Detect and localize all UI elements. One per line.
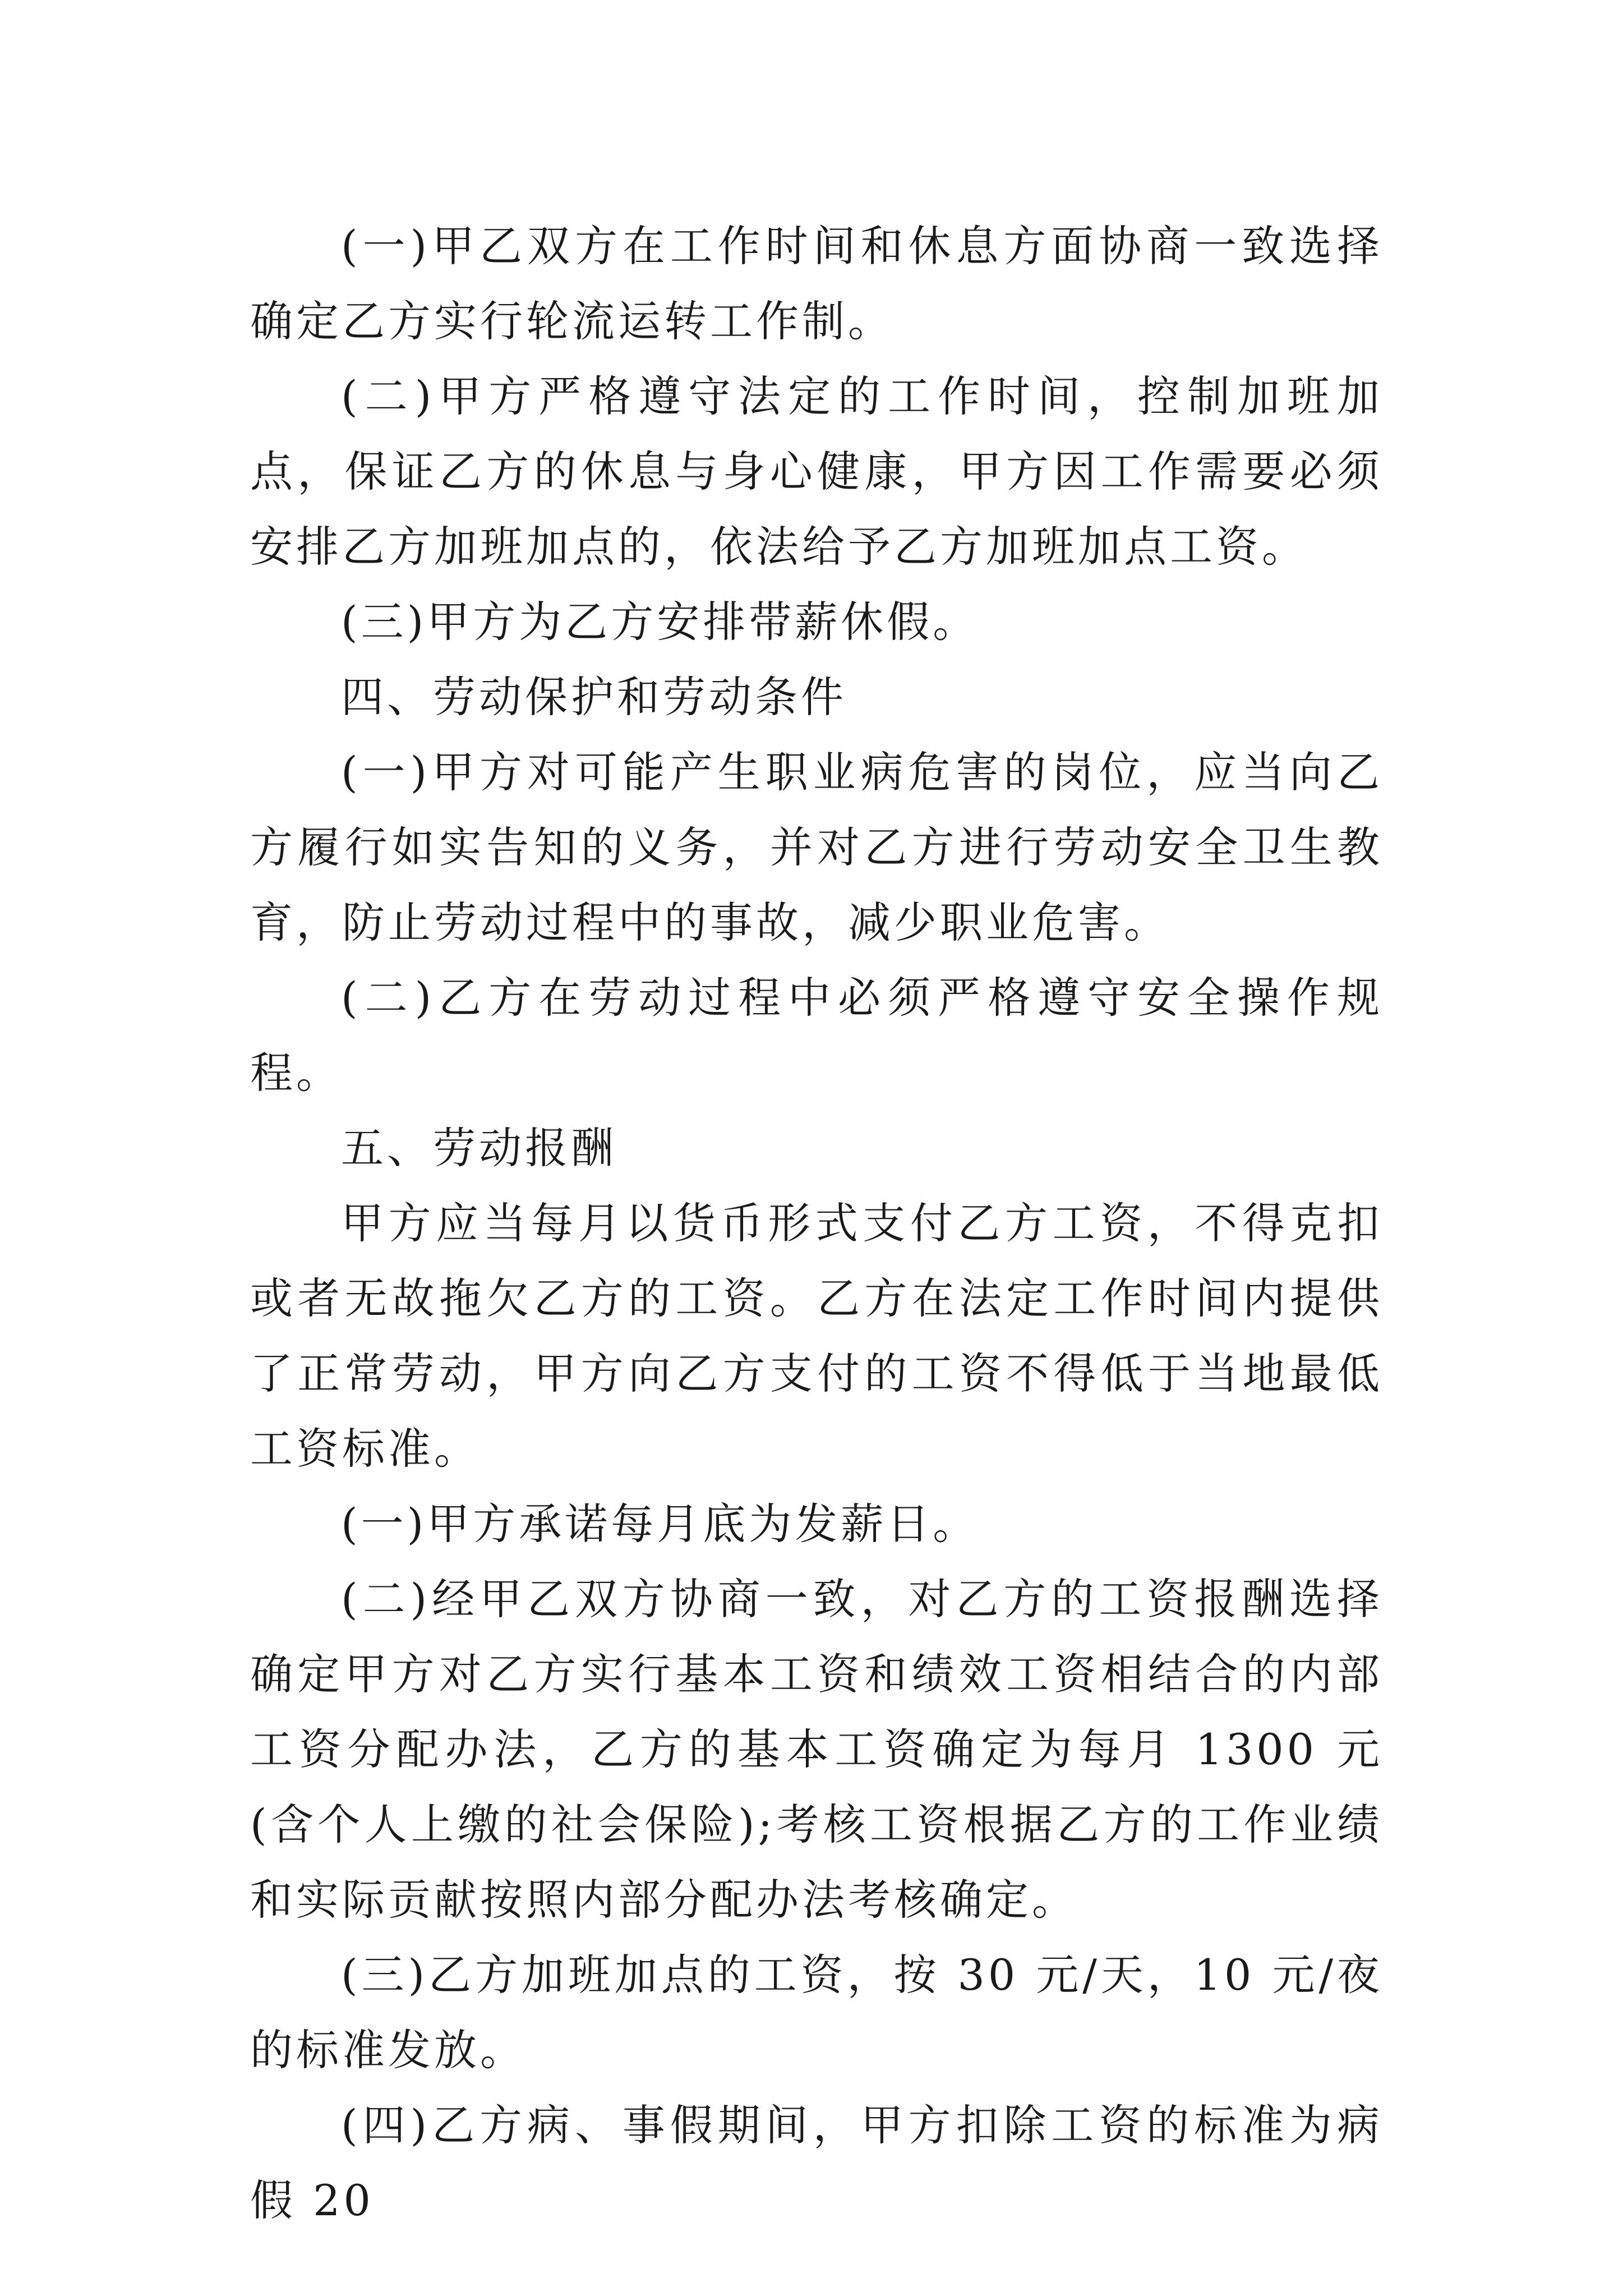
paragraph-working-hours: (二)甲方严格遵守法定的工作时间，控制加班加点，保证乙方的休息与身心健康，甲方因工作需要必须安排乙方加班加点的，依法给予乙方加班加点工资。 (250, 371, 1383, 572)
paragraph-occupational-hazard: (一)甲方对可能产生职业病危害的岗位，应当向乙方履行如实告知的义务，并对乙方进行劳动安全卫生教育，防止劳动过程中的事故，减少职业危害。 (250, 747, 1383, 947)
section-heading-labor-protection: 四、劳动保护和劳动条件 (341, 672, 847, 722)
paragraph-wage-payment: 甲方应当每月以货币形式支付乙方工资，不得克扣或者无故拖欠乙方的工资。乙方在法定工作时间内提供了正常劳动，甲方向乙方支付的工资不得低于当地最低工资标准。 (250, 1198, 1383, 1474)
paragraph-sick-leave-deduction: (四)乙方病、事假期间，甲方扣除工资的标准为病假 20 (250, 2100, 1383, 2225)
paragraph-rest-time-agreement: (一)甲乙双方在工作时间和休息方面协商一致选择确定乙方实行轮流运转工作制。 (250, 221, 1383, 346)
paragraph-wage-structure: (二)经甲乙双方协商一致，对乙方的工资报酬选择确定甲方对乙方实行基本工资和绩效工资相结合的内部工资分配办法，乙方的基本工资确定为每月 1300 元(含个人上缴的社会保险);考核工资根据乙方的工作业绩和实际贡献按照内部分配办法考核确定。 (250, 1574, 1383, 1925)
paragraph-overtime-pay: (三)乙方加班加点的工资，按 30 元/天，10 元/夜的标准发放。 (250, 1950, 1383, 2075)
paragraph-payday: (一)甲方承诺每月底为发薪日。 (341, 1499, 979, 1549)
document-body (250, 209, 1383, 2238)
paragraph-safety-rules: (二)乙方在劳动过程中必须严格遵守安全操作规程。 (250, 973, 1383, 1098)
paragraph-paid-leave: (三)甲方为乙方安排带薪休假。 (341, 597, 979, 647)
section-heading-remuneration: 五、劳动报酬 (341, 1123, 617, 1173)
